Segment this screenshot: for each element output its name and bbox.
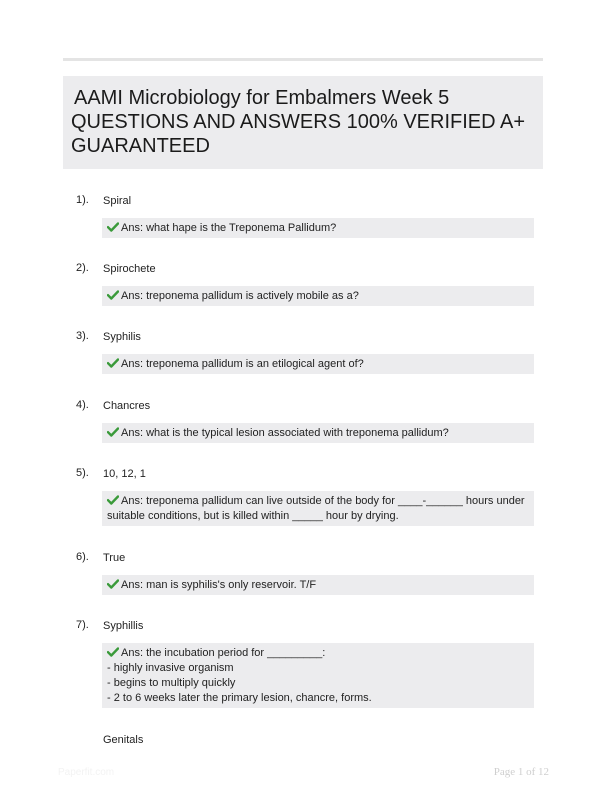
answer-line: Ans: treponema pallidum can live outside of the body for ____-______ hours under [107, 494, 529, 509]
answer-line: Ans: what is the typical lesion associated with treponema pallidum? [107, 426, 529, 441]
answer-box [102, 491, 534, 526]
title-banner [63, 76, 543, 169]
answer-line: Ans: treponema pallidum is an etilogical agent of? [107, 357, 529, 372]
answer-box [102, 286, 534, 306]
document-title: AAMI Microbiology for Embalmers Week 5 QUESTIONS AND ANSWERS 100% VERIFIED A+ GUARANTEED [71, 87, 526, 157]
question-number: 1). [76, 194, 89, 206]
question-term: Chancres [103, 400, 151, 412]
answer-line: - begins to multiply quickly [107, 677, 236, 689]
question-term: Spiral [103, 195, 132, 207]
check-icon [107, 647, 119, 657]
page-indicator: Page 1 of 12 [493, 766, 549, 778]
check-icon [107, 358, 119, 368]
answer-line: Ans: the incubation period for _________: [107, 646, 529, 661]
check-icon [107, 495, 119, 505]
answer-box [102, 423, 534, 443]
question-term: Syphillis [103, 620, 144, 632]
answer-line: Ans: man is syphilis's only reservoir. T/F [107, 578, 529, 593]
answer-line: - highly invasive organism [107, 662, 234, 674]
question-number: 7). [76, 619, 89, 631]
question-term: Spirochete [103, 263, 156, 275]
question-term: Genitals [103, 734, 144, 746]
check-icon [107, 222, 119, 232]
question-number: 2). [76, 262, 89, 274]
check-icon [107, 290, 119, 300]
question-number: 3). [76, 330, 89, 342]
top-divider [63, 58, 543, 61]
question-number: 4). [76, 399, 89, 411]
answer-line: - 2 to 6 weeks later the primary lesion, chancre, forms. [107, 692, 372, 704]
answer-box [102, 218, 534, 238]
answer-box [102, 354, 534, 374]
question-term: Syphilis [103, 331, 141, 343]
watermark-site: Paperfit.com [58, 767, 115, 778]
answer-line: Ans: what hape is the Treponema Pallidum? [107, 221, 529, 236]
check-icon [107, 579, 119, 589]
question-term: True [103, 552, 126, 564]
question-number: 5). [76, 467, 89, 479]
answer-line: suitable conditions, but is killed within _____ hour by drying. [107, 510, 399, 522]
question-term: 10, 12, 1 [103, 468, 146, 480]
answer-box [102, 575, 534, 595]
answer-box [102, 643, 534, 708]
question-number: 6). [76, 551, 89, 563]
answer-line: Ans: treponema pallidum is actively mobile as a? [107, 289, 529, 304]
check-icon [107, 427, 119, 437]
